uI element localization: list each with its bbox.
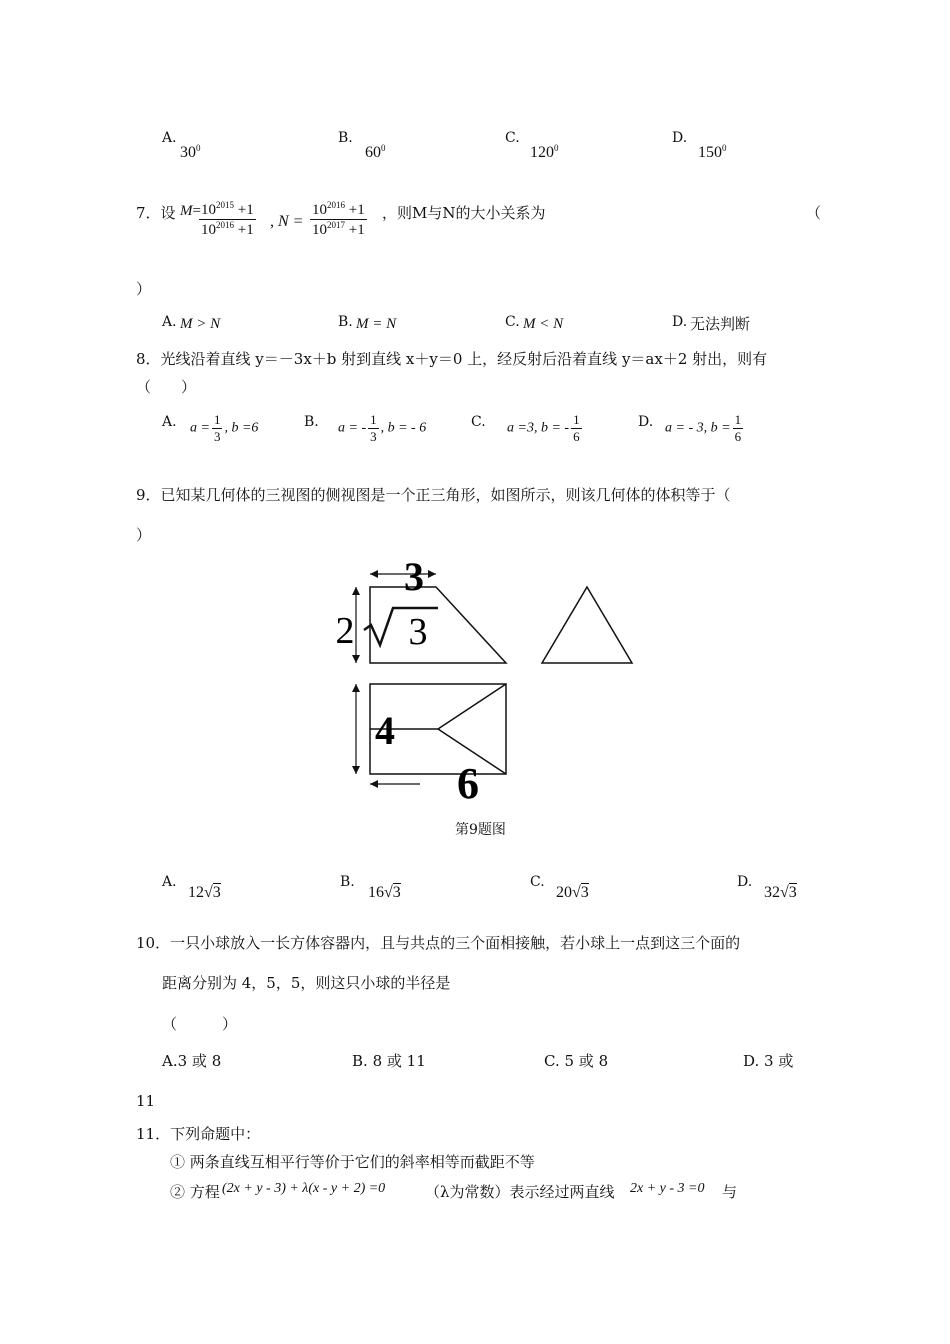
q9-option-d-value: 32√3 [764, 884, 797, 901]
trapezoid-view [370, 587, 506, 663]
q11-item-2-equation: (2x + y - 3) + λ(x - y + 2) =0 [222, 1181, 386, 1196]
q7-m-fraction [199, 200, 256, 239]
q7-m-denominator: $10^{2016} +1$ [201, 220, 254, 238]
q8-option-b-label: B. [304, 414, 319, 430]
q9-option-a-label: A. [162, 874, 177, 890]
q11-item-2-pre: ② 方程 [170, 1183, 220, 1201]
q7-n-label: , N = [270, 213, 304, 230]
q9-text-line1: 9．已知某几何体的三视图的侧视图是一个正三角形，如图所示，则该几何体的体积等于（ [136, 486, 731, 504]
q7-n-numerator: $10^{2016} +1$ [312, 200, 365, 218]
dim-label-left-top-coef: 2 [335, 610, 355, 652]
q9-option-c-value: 20√3 [556, 884, 589, 901]
dim-arrow-bottom-left [370, 780, 378, 788]
q6-option-a-label: A. [162, 130, 177, 146]
figure-caption: 第9题图 [455, 822, 506, 838]
q10-option-a: A.3 或 8 [162, 1052, 222, 1070]
q7-option-b-value: M = N [356, 316, 397, 332]
q9-option-a-value: 12√3 [188, 884, 221, 901]
q6-option-c-value: $120^0$ [530, 143, 559, 161]
q7-question-tail: ，则M与N的大小关系为 [382, 204, 546, 222]
q10-option-d-wrap: 11 [136, 1092, 156, 1110]
q11-item-2-mid: （λ为常数）表示经过两直线 [425, 1183, 615, 1201]
q7-m-numerator: $10^{2015} +1$ [201, 200, 254, 218]
q7-option-a-label: A. [162, 314, 177, 330]
q6-option-d-value: $150^0$ [698, 143, 727, 161]
q10-option-d: D. 3 或 [743, 1052, 794, 1070]
q8-text-line2: （ ） [136, 378, 197, 396]
dim-arrow-left-top-down [352, 655, 360, 663]
q9-option-d-label: D. [737, 874, 753, 890]
q9-option-c-label: C. [530, 874, 545, 890]
q6-option-b-value: $60^0$ [365, 143, 386, 161]
q6-option-d-label: D. [672, 130, 688, 146]
q10-text-line2: 距离分别为 4，5，5，则这只小球的半径是 [162, 974, 451, 992]
dim-arrow-top-right [428, 570, 436, 578]
dim-label-left-top-radicand: 3 [408, 611, 428, 653]
q7-option-b-label: B. [338, 314, 353, 330]
q8-option-d-label: D. [638, 414, 654, 430]
q9-option-b-value: 16√3 [368, 884, 401, 901]
q6-option-b-label: B. [338, 130, 353, 146]
q7-option-c-label: C. [505, 314, 520, 330]
q7-paren-open: （ [806, 204, 822, 222]
q9-text-line2: ） [136, 526, 152, 544]
q10-text-line1: 10．一只小球放入一长方体容器内，且与共点的三个面相接触，若小球上一点到这三个面的 [136, 934, 741, 952]
q8-option-c-value: a =3, b = - $\frac{1}{6}$ [507, 412, 580, 444]
q8-option-b-value: a = - $\frac{1}{3}$ , b = - 6 [338, 412, 427, 444]
q9-option-b-label: B. [340, 874, 355, 890]
q8-option-a-value: a = $\frac{1}{3}$ , b =6 [190, 412, 259, 444]
q10-text-line3: （ ） [162, 1015, 238, 1033]
q7-option-c-value: M < N [523, 316, 564, 332]
dim-label-left-bottom: 4 [375, 708, 395, 753]
q6-option-c-label: C. [505, 130, 520, 146]
q7-m-label: M= [180, 203, 201, 219]
dim-arrow-top-left [370, 570, 378, 578]
triangle-view [542, 587, 632, 663]
three-view-figure [320, 560, 660, 800]
dim-arrow-left-bottom-down [352, 766, 360, 774]
q8-text-line1: 8．光线沿着直线 y＝－3x＋b 射到直线 x＋y＝0 上，经反射后沿着直线 y＝ax＋2 射出，则有 [136, 350, 768, 368]
q8-option-a-label: A. [162, 414, 177, 430]
q8-option-c-label: C. [471, 414, 486, 430]
q11-text-line1: 11．下列命题中： [136, 1125, 261, 1143]
q7-n-fraction [310, 200, 367, 239]
q7-number: 7．设 [136, 204, 176, 222]
q11-item-2-line: 2x + y - 3 =0 [630, 1181, 705, 1196]
q7-option-d-label: D. [672, 314, 688, 330]
q8-option-d-value: a = - 3, b = $\frac{1}{6}$ [665, 412, 742, 444]
dim-arrow-left-top-up [352, 587, 360, 595]
q7-paren-close: ） [136, 280, 152, 298]
q6-option-a-value: $30^0$ [180, 143, 201, 161]
q11-item-1: ① 两条直线互相平行等价于它们的斜率相等而截距不等 [170, 1153, 535, 1171]
dim-label-top: 3 [404, 560, 424, 599]
q7-n-denominator: $10^{2017} +1$ [312, 220, 365, 238]
q10-option-c: C. 5 或 8 [544, 1052, 609, 1070]
q11-item-2-tail: 与 [722, 1183, 738, 1201]
dim-arrow-left-bottom-up [352, 684, 360, 692]
q10-option-b: B. 8 或 11 [352, 1052, 426, 1070]
q7-option-d-value: 无法判断 [690, 315, 751, 333]
q7-option-a-value: M > N [180, 316, 221, 332]
dim-label-bottom: 6 [457, 759, 479, 800]
